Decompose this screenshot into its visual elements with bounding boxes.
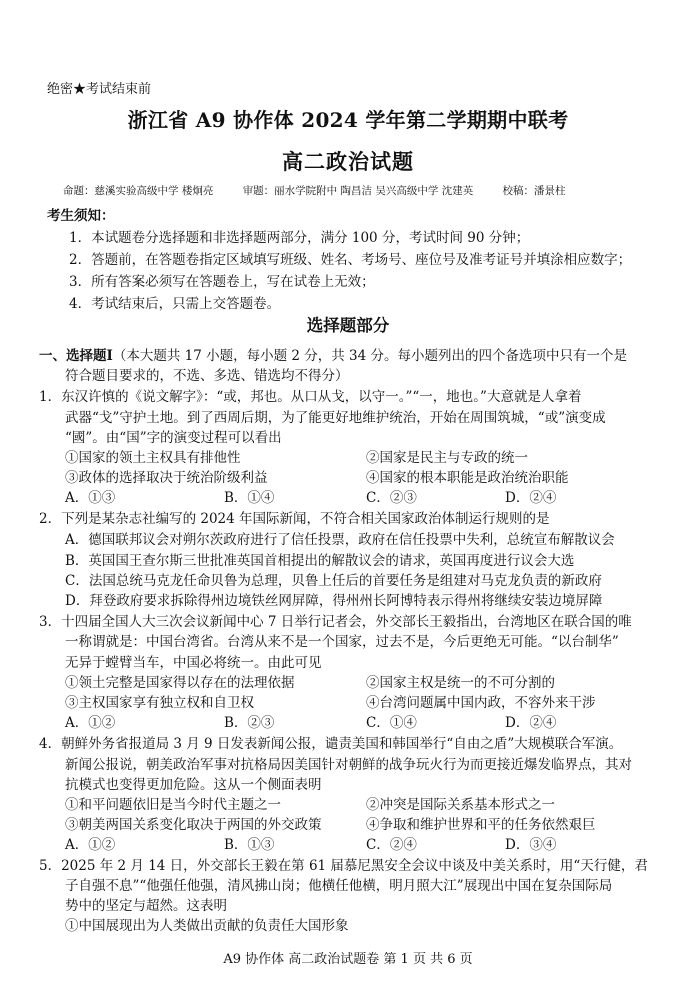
statement-b: B．英国国王查尔斯三世批准英国首相提出的解散议会的请求，英国再度进行议会大选 [65, 553, 575, 569]
option-item: ②国家是民主与专政的统一 [366, 450, 528, 466]
option-item: ②国家主权是统一的不可分割的 [366, 675, 555, 691]
choice-d: D．②④ [505, 490, 557, 506]
authors-line [63, 183, 566, 198]
option-item: ③朝美两国关系变化取决于两国的外交政策 [65, 817, 322, 833]
setter: 命题：慈溪实验高级中学 楼炯亮 [63, 185, 214, 197]
section-title: 选择题部分 [306, 316, 390, 335]
question-line: 3．十四届全国人大三次会议新闻中心 7 日举行记者会，外交部长王毅指出，台湾地区在联合国的唯 [39, 614, 632, 630]
option-item: ③主权国家享有独立权和自卫权 [65, 695, 254, 711]
notice-title: 考生须知： [47, 208, 115, 224]
option-item: ④争取和维护世界和平的任务依然艰巨 [366, 817, 596, 833]
question-line: 一称谓就是：中国台湾省。台湾从来不是一个国家，过去不是，今后更绝无可能。“以台制华” [65, 634, 619, 650]
statement-d: D．拜登政府要求拆除得州边境铁丝网屏障，得州州长阿博特表示得州将继续安装边境屏障 [65, 593, 603, 609]
part-instruction-cont: 符合题目要求的，不选、多选、错选均不得分） [65, 368, 349, 384]
question-line: “國”。由“国”字的演变过程可以看出 [65, 430, 282, 446]
question-line: 势中的坚定与超然。这表明 [65, 898, 227, 914]
question-line: 子自强不息”“他强任他强，清风拂山岗；他横任他横，明月照大江”展现出中国在复杂国际局 [65, 878, 613, 894]
notice-item: 2．答题前，在答题卷指定区域填写班级、姓名、考场号、座位号及准考证号并填涂相应数字； [69, 252, 632, 268]
choice-a: A．①② [65, 837, 116, 853]
question-line: 抗模式也变得更加危险。这从一个侧面表明 [65, 777, 322, 793]
question-line: 武器“戈”守护土地。到了西周后期，为了能更好地维护统治，开始在周围筑城，“或”演变成 [65, 410, 606, 426]
notice-item: 3．所有答案必须写在答题卷上，写在试卷上无效； [69, 274, 375, 290]
choice-d: D．③④ [505, 837, 557, 853]
option-item: ①和平问题依旧是当今时代主题之一 [65, 797, 281, 813]
exam-title: 浙江省 A9 协作体 2024 学年第二学期期中联考 [127, 108, 569, 132]
question-line: 4．朝鲜外务省报道局 3 月 9 日发表新闻公报，谴责美国和韩国举行“自由之盾”大规模联合军演。 [39, 736, 623, 752]
choice-b: B．①③ [224, 837, 275, 853]
question-line: 2．下列是某杂志社编写的 2024 年国际新闻，不符合相关国家政治体制运行规则的是 [39, 511, 550, 527]
option-item: ②冲突是国际关系基本形式之一 [366, 797, 555, 813]
part-header [39, 344, 627, 364]
choice-a: A．①③ [65, 490, 116, 506]
choice-a: A．①② [65, 715, 116, 731]
confidential-mark: 绝密★考试结束前 [47, 82, 152, 97]
option-item: ①领土完整是国家得以存在的法理依据 [65, 675, 295, 691]
notice-item: 1．本试题卷分选择题和非选择题两部分，满分 100 分，考试时间 90 分钟； [69, 230, 530, 246]
statement-a: A．德国联邦议会对朔尔茨政府进行了信任投票，政府在信任投票中失利，总统宣布解散议会 [65, 532, 615, 548]
option-item: ①中国展现出为人类做出贡献的负责任大国形象 [65, 918, 349, 934]
choice-d: D．②④ [505, 715, 557, 731]
notice-item: 4．考试结束后，只需上交答题卷。 [69, 296, 281, 312]
question-line: 1．东汉许慎的《说文解字》：“或，邦也。从口从戈，以守一。”“一，地也。”大意就是人拿着 [39, 389, 582, 405]
part-instruction: （本大题共 17 小题，每小题 2 分，共 34 分。每小题列出的四个备选项中只有一个是 [112, 348, 628, 364]
page-footer: A9 协作体 高二政治试题卷 第 1 页 共 6 页 [223, 952, 473, 967]
part-label: 一、选择题Ⅰ [39, 348, 113, 364]
option-item: ①国家的领土主权具有排他性 [65, 450, 241, 466]
choice-b: B．②③ [224, 715, 275, 731]
question-line: 5．2025 年 2 月 14 日，外交部长王毅在第 61 届慕尼黑安全会议中谈及中美关系时，用“天行健，君 [39, 858, 648, 874]
proofreader: 校稿：潘景柱 [502, 185, 566, 197]
option-item: ④国家的根本职能是政治统治职能 [366, 470, 569, 486]
option-item: ④台湾问题属中国内政，不容外来干涉 [366, 695, 596, 711]
choice-c: C．①④ [366, 715, 417, 731]
question-line: 新闻公报说，朝美政治军事对抗格局因美国针对朝鲜的战争玩火行为而更接近爆发临界点，其对 [65, 757, 632, 773]
reviewer: 审题：丽水学院附中 陶昌洁 吴兴高级中学 沈建英 [242, 185, 474, 197]
exam-subtitle: 高二政治试题 [282, 149, 414, 174]
choice-c: C．②④ [366, 837, 417, 853]
choice-c: C．②③ [366, 490, 417, 506]
option-item: ③政体的选择取决于统治阶级利益 [65, 470, 268, 486]
choice-b: B．①④ [224, 490, 275, 506]
statement-c: C．法国总统马克龙任命贝鲁为总理，贝鲁上任后的首要任务是组建对马克龙负责的新政府 [65, 573, 602, 589]
question-line: 无异于螳臂当车，中国必将统一。由此可见 [65, 655, 322, 671]
